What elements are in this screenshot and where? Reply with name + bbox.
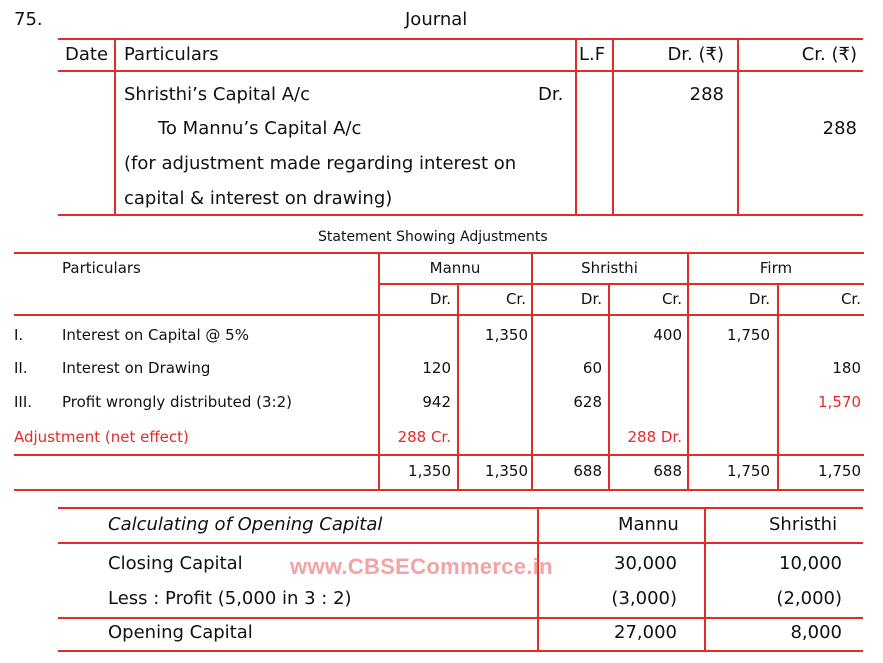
- adjustment-shristhi: 288 Dr.: [627, 428, 682, 446]
- journal-narration: (for adjustment made regarding interest on: [124, 153, 517, 174]
- statement-subheader-dr: Dr.: [748, 290, 770, 308]
- statement-bottom-rule: [14, 489, 864, 491]
- opening-bottom-rule: [58, 650, 863, 652]
- statement-col-divider: [687, 252, 689, 490]
- statement-col-divider: [608, 283, 610, 490]
- statement-top-rule: [14, 252, 864, 254]
- statement-subheader-cr: Cr.: [505, 290, 526, 308]
- journal-col-divider: [114, 38, 116, 216]
- statement-subheader-dr: Dr.: [429, 290, 451, 308]
- total-mannu-dr: 1,350: [408, 462, 451, 480]
- adjustment-mannu: 288 Cr.: [397, 428, 451, 446]
- statement-col-divider: [457, 283, 459, 490]
- mannu-dr-cell: 942: [422, 393, 451, 411]
- shristhi-dr-cell: 628: [573, 393, 602, 411]
- statement-title: Statement Showing Adjustments: [318, 229, 548, 245]
- mannu-dr-cell: 120: [422, 359, 451, 377]
- journal-title: Journal: [405, 9, 468, 30]
- total-mannu-cr: 1,350: [485, 462, 528, 480]
- opening-row-label: Closing Capital: [108, 553, 243, 574]
- journal-dr-mark: Dr.: [538, 84, 564, 105]
- journal-narration: capital & interest on drawing): [124, 188, 393, 209]
- journal-col-divider: [737, 38, 739, 216]
- opening-shristhi-cell: 8,000: [790, 622, 842, 643]
- statement-header-shristhi: Shristhi: [581, 259, 638, 277]
- total-firm-cr: 1,750: [818, 462, 861, 480]
- row-number: I.: [14, 326, 24, 344]
- firm-cr-cell: 180: [832, 359, 861, 377]
- row-number: II.: [14, 359, 28, 377]
- statement-subheader-cr: Cr.: [661, 290, 682, 308]
- opening-title: Calculating of Opening Capital: [108, 514, 383, 535]
- opening-shristhi-cell: (2,000): [776, 588, 842, 609]
- opening-shristhi-cell: 10,000: [779, 553, 842, 574]
- journal-top-rule: [58, 38, 863, 40]
- statement-header-mannu: Mannu: [429, 259, 481, 277]
- total-firm-dr: 1,750: [727, 462, 770, 480]
- opening-row-label: Less : Profit (5,000 in 3 : 2): [108, 588, 352, 609]
- statement-subheader-cr: Cr.: [840, 290, 861, 308]
- statement-header-particulars: Particulars: [62, 259, 141, 277]
- firm-cr-cell: 1,570: [818, 393, 861, 411]
- statement-header-rule: [14, 314, 864, 316]
- journal-credit-account: To Mannu’s Capital A/c: [158, 118, 362, 139]
- row-label: Interest on Drawing: [62, 359, 211, 377]
- journal-header-rule: [58, 70, 863, 72]
- statement-col-divider: [777, 283, 779, 490]
- journal-header-date: Date: [65, 44, 109, 65]
- journal-header-lf: L.F: [579, 44, 606, 65]
- question-number: 75.: [14, 9, 43, 30]
- opening-header-rule: [58, 542, 863, 544]
- opening-mannu-cell: 30,000: [614, 553, 677, 574]
- opening-mannu-cell: 27,000: [614, 622, 677, 643]
- shristhi-cr-cell: 400: [653, 326, 682, 344]
- shristhi-dr-cell: 60: [582, 359, 602, 377]
- statement-subheader-rule: [378, 283, 864, 285]
- opening-col-mannu: Mannu: [618, 514, 679, 535]
- firm-dr-cell: 1,750: [727, 326, 770, 344]
- journal-dr-amount: 288: [689, 84, 724, 105]
- journal-col-divider: [575, 38, 577, 216]
- opening-top-rule: [58, 507, 863, 509]
- statement-subheader-dr: Dr.: [580, 290, 602, 308]
- opening-col-shristhi: Shristhi: [769, 514, 838, 535]
- opening-row-label: Opening Capital: [108, 622, 253, 643]
- opening-subtotal-rule: [58, 617, 863, 619]
- mannu-cr-cell: 1,350: [485, 326, 528, 344]
- journal-debit-account: Shristhi’s Capital A/c: [124, 84, 311, 105]
- statement-total-rule: [14, 454, 864, 456]
- adjustment-label: Adjustment (net effect): [14, 428, 189, 446]
- total-shristhi-cr: 688: [653, 462, 682, 480]
- journal-header-dr: Dr. (₹): [667, 44, 724, 65]
- row-label: Profit wrongly distributed (3:2): [62, 393, 293, 411]
- row-label: Interest on Capital @ 5%: [62, 326, 249, 344]
- opening-mannu-cell: (3,000): [611, 588, 677, 609]
- watermark: www.CBSECommerce.in: [290, 554, 553, 579]
- opening-col-divider: [704, 507, 706, 652]
- journal-bottom-rule: [58, 214, 863, 216]
- total-shristhi-dr: 688: [573, 462, 602, 480]
- journal-header-particulars: Particulars: [124, 44, 219, 65]
- journal-cr-amount: 288: [822, 118, 857, 139]
- row-number: III.: [14, 393, 33, 411]
- journal-header-cr: Cr. (₹): [801, 44, 857, 65]
- statement-header-firm: Firm: [759, 259, 793, 277]
